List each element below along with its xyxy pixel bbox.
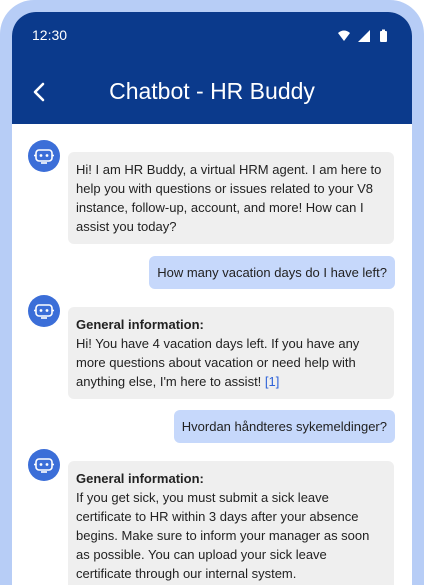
message-text: Hi! I am HR Buddy, a virtual HRM agent. I am here to help you with questions or issues related to your V8 instance, follow-up, account, and more! How can I assist you today? (76, 162, 382, 234)
page-title: Chatbot - HR Buddy (109, 78, 315, 104)
phone-screen (12, 12, 412, 585)
user-message (174, 410, 395, 443)
signal-icon (358, 30, 370, 42)
robot-icon (34, 456, 54, 474)
status-icons (336, 29, 392, 43)
user-message (149, 256, 395, 289)
message-text: Hvordan håndteres sykemeldinger? (181, 419, 387, 434)
wifi-icon (338, 31, 350, 42)
bot-avatar (28, 140, 60, 172)
citation-link[interactable]: [1] (264, 374, 280, 389)
message-heading: General information: (76, 317, 204, 332)
bot-message (68, 152, 394, 244)
message-text: Hi! You have 4 vacation days left. If you have any more questions about vacation or need help with anything else, I'm here to assist! (76, 336, 360, 389)
battery-icon (380, 31, 387, 42)
app-bar (12, 60, 412, 124)
bot-avatar (28, 295, 60, 327)
message-text: If you get sick, you must submit a sick leave certificate to HR within 3 days after your absence begins. Make sure to inform your manager as soon as possible. You can upload your sick leave certificate through our internal system. (76, 490, 370, 581)
bot-message (68, 461, 394, 585)
message-text: How many vacation days do I have left? (157, 265, 387, 280)
bot-message (68, 307, 394, 399)
bot-avatar (28, 449, 60, 481)
message-heading: General information: (76, 471, 204, 486)
status-bar (12, 12, 412, 60)
chat-thread (12, 124, 412, 585)
robot-icon (34, 147, 54, 165)
robot-icon (34, 302, 54, 320)
status-time: 12:30 (32, 27, 68, 43)
